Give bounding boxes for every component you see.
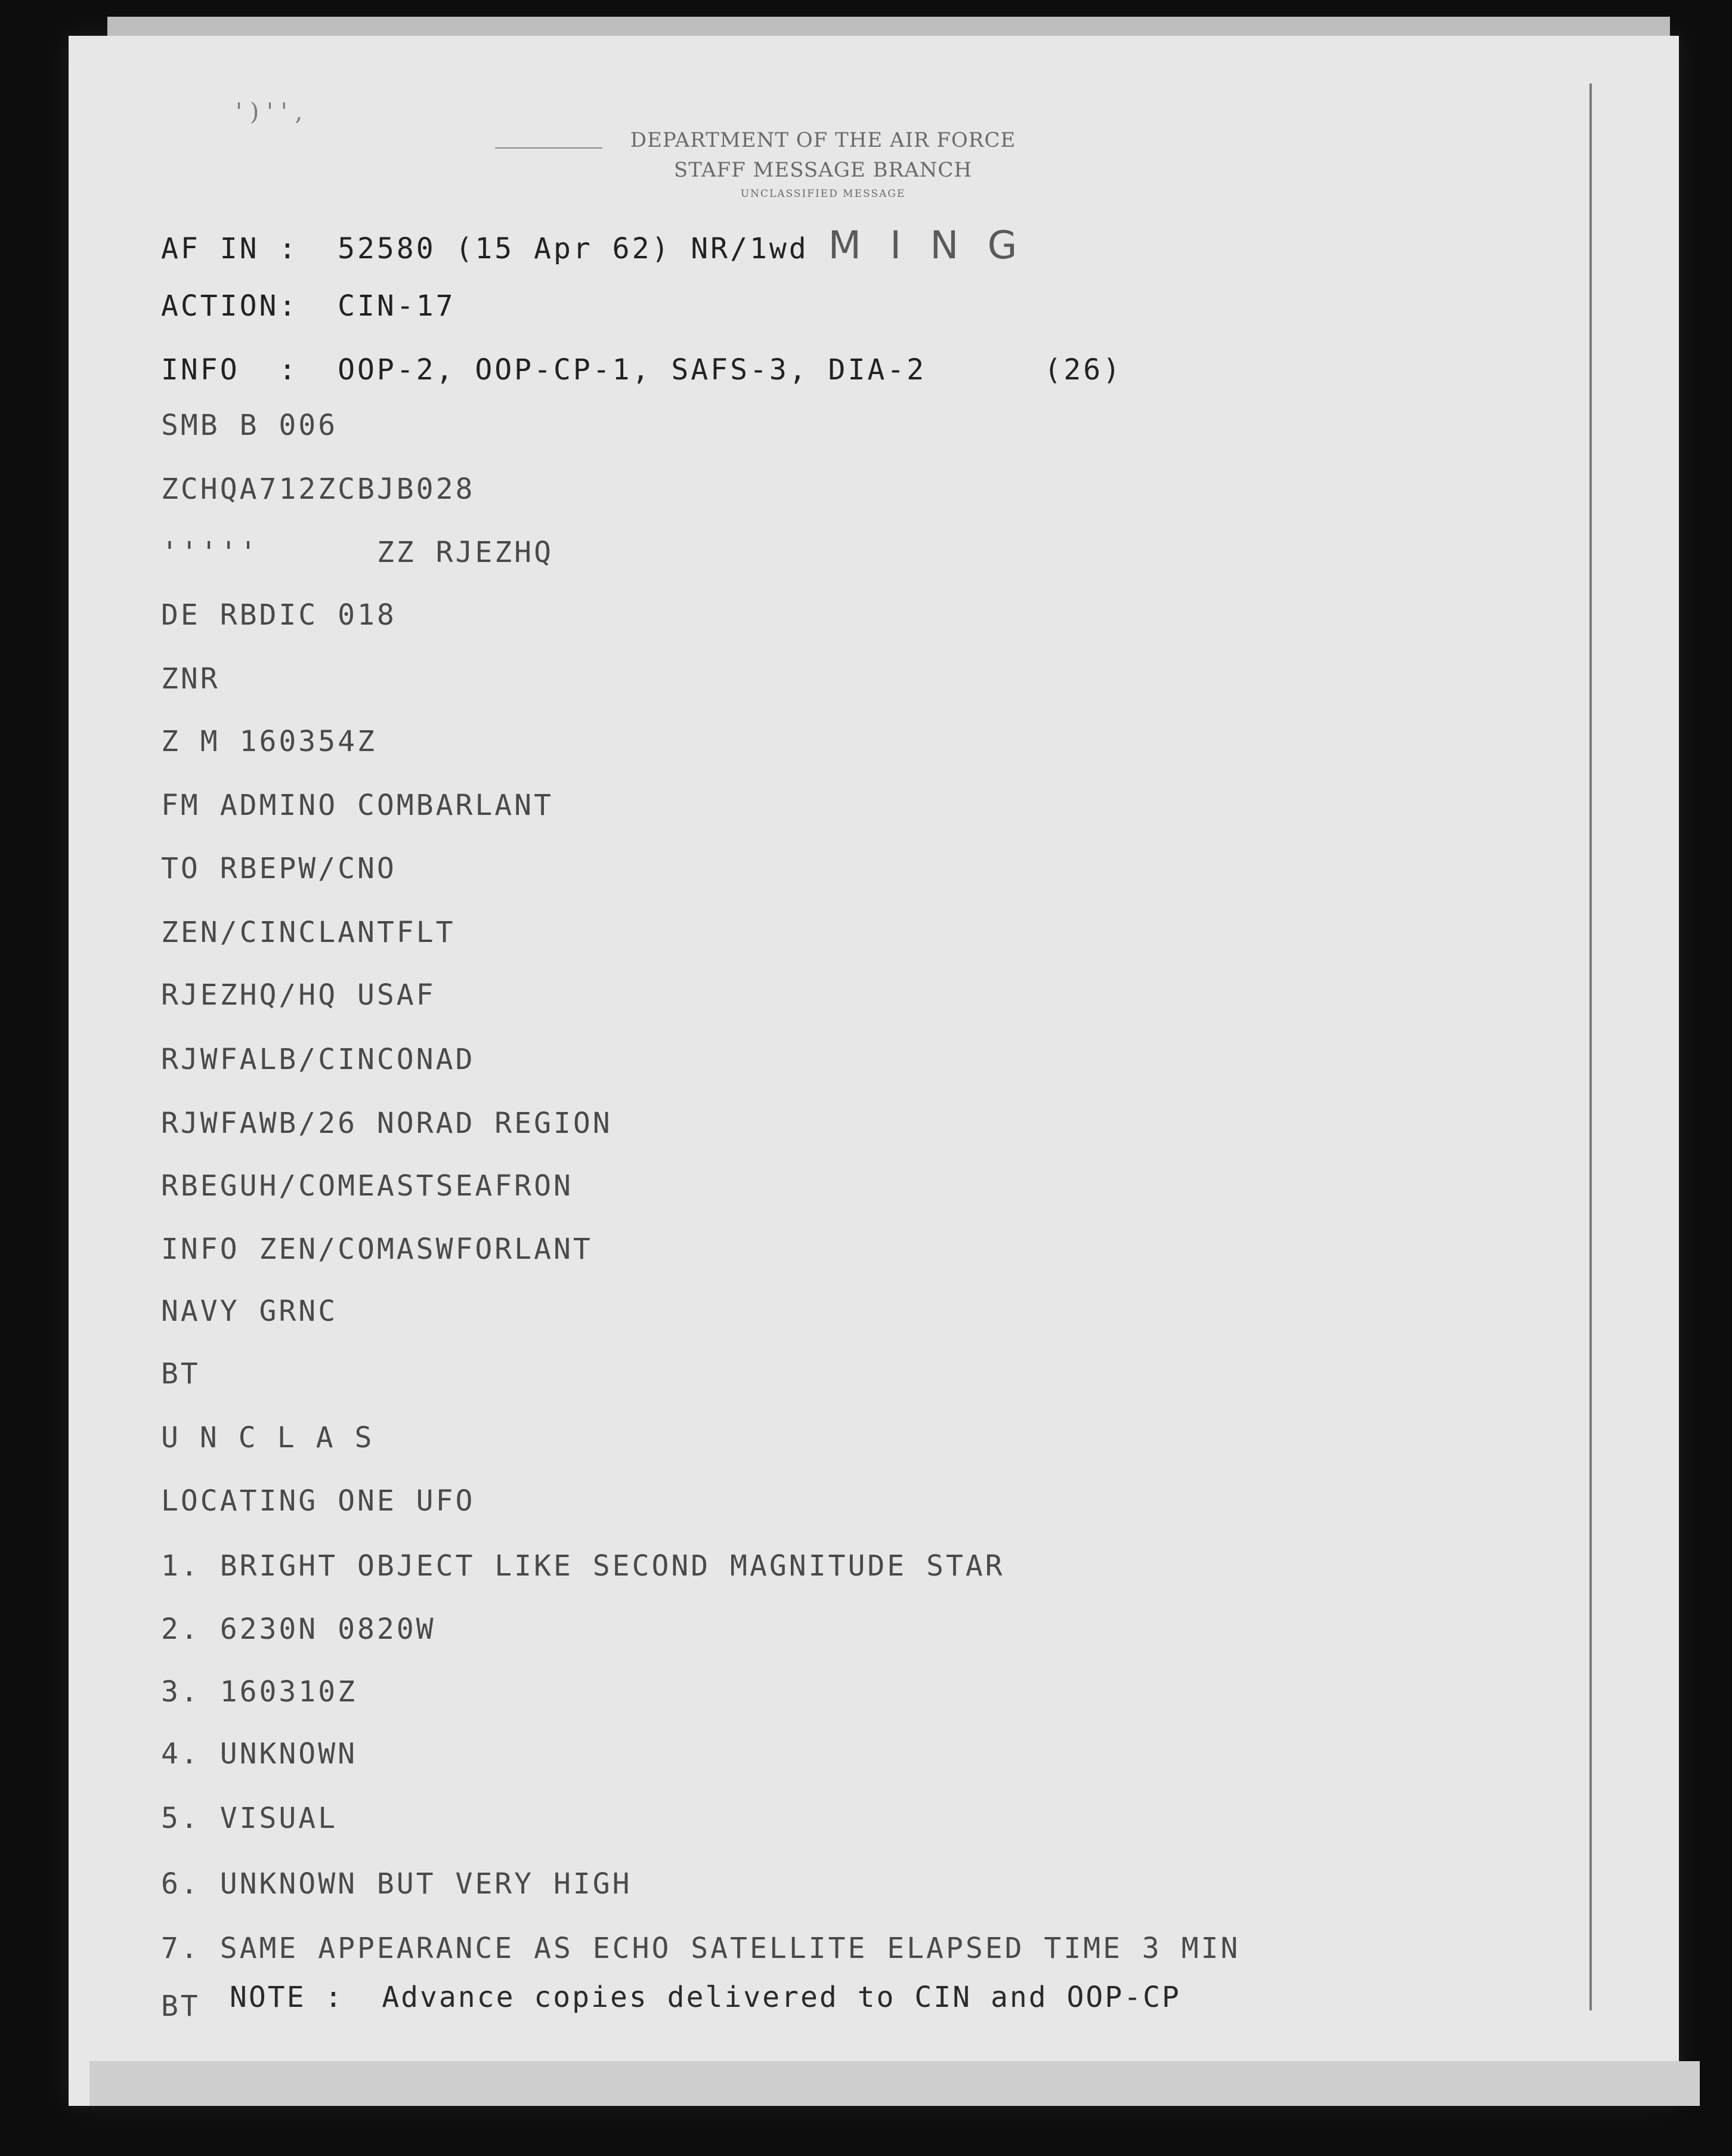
info-line	[161, 353, 1122, 387]
info-count: (26)	[1044, 353, 1123, 387]
message-line: Z M 160354Z	[161, 725, 377, 758]
incoming-stamp: M I N G	[828, 224, 1026, 268]
af-in-line	[161, 224, 1025, 268]
message-line: RJWFAWB/26 NORAD REGION	[161, 1107, 613, 1140]
message-line: SMB B 006	[161, 409, 338, 442]
action-line	[161, 289, 455, 323]
message-line: INFO ZEN/COMASWFORLANT	[161, 1233, 593, 1266]
letterhead-classification: UNCLASSIFIED MESSAGE	[740, 188, 906, 200]
closing-bt: BT	[161, 1990, 200, 2023]
message-line: ZEN/CINCLANTFLT	[161, 916, 456, 949]
message-line: BT	[161, 1357, 200, 1391]
scan-bottom-edge	[89, 2061, 1700, 2106]
message-line: FM ADMINO COMBARLANT	[161, 789, 553, 822]
routing-note: NOTE : Advance copies delivered to CIN and OOP-CP	[230, 1981, 1181, 2014]
message-line: RBEGUH/COMEASTSEAFRON	[161, 1169, 573, 1203]
af-in-label: AF IN :	[161, 232, 299, 265]
letterhead	[0, 128, 1646, 200]
info-label: INFO :	[161, 353, 299, 387]
classification-line: UNCLAS	[161, 1421, 394, 1454]
action-label: ACTION:	[161, 289, 299, 323]
item-line: 5. VISUAL	[161, 1802, 338, 1835]
message-line: RJEZHQ/HQ USAF	[161, 978, 436, 1012]
action-value: CIN-17	[338, 289, 456, 323]
scan-top-edge	[107, 17, 1670, 37]
message-line: RJWFALB/CINCONAD	[161, 1043, 475, 1076]
item-line: 2. 6230N 0820W	[161, 1613, 436, 1646]
sheet-right-edge	[1589, 84, 1592, 2010]
item-line: 6. UNKNOWN BUT VERY HIGH	[161, 1867, 632, 1901]
info-value: OOP-2, OOP-CP-1, SAFS-3, DIA-2	[338, 353, 927, 387]
item-line: 4. UNKNOWN	[161, 1737, 357, 1771]
letterhead-branch: STAFF MESSAGE BRANCH	[673, 158, 973, 182]
subject-line: LOCATING ONE UFO	[161, 1484, 475, 1518]
af-in-value: 52580 (15 Apr 62)	[338, 232, 672, 265]
message-line: NAVY GRNC	[161, 1295, 338, 1328]
letterhead-department: DEPARTMENT OF THE AIR FORCE	[630, 128, 1016, 152]
message-line: ZCHQA712ZCBJB028	[161, 472, 475, 506]
message-line: ZNR	[161, 662, 220, 696]
message-line: TO RBEPW/CNO	[161, 852, 397, 885]
handwritten-marks: ' ) ' ' ,	[236, 98, 303, 126]
item-line: 3. 160310Z	[161, 1675, 357, 1709]
stamp-text: NR/1wd	[691, 232, 809, 265]
message-line: ''''' ZZ RJEZHQ	[161, 536, 553, 569]
message-line: DE RBDIC 018	[161, 598, 397, 632]
item-line: 1. BRIGHT OBJECT LIKE SECOND MAGNITUDE STAR	[161, 1549, 1005, 1583]
item-line: 7. SAME APPEARANCE AS ECHO SATELLITE ELAPSED TIME 3 MIN	[161, 1932, 1241, 1965]
